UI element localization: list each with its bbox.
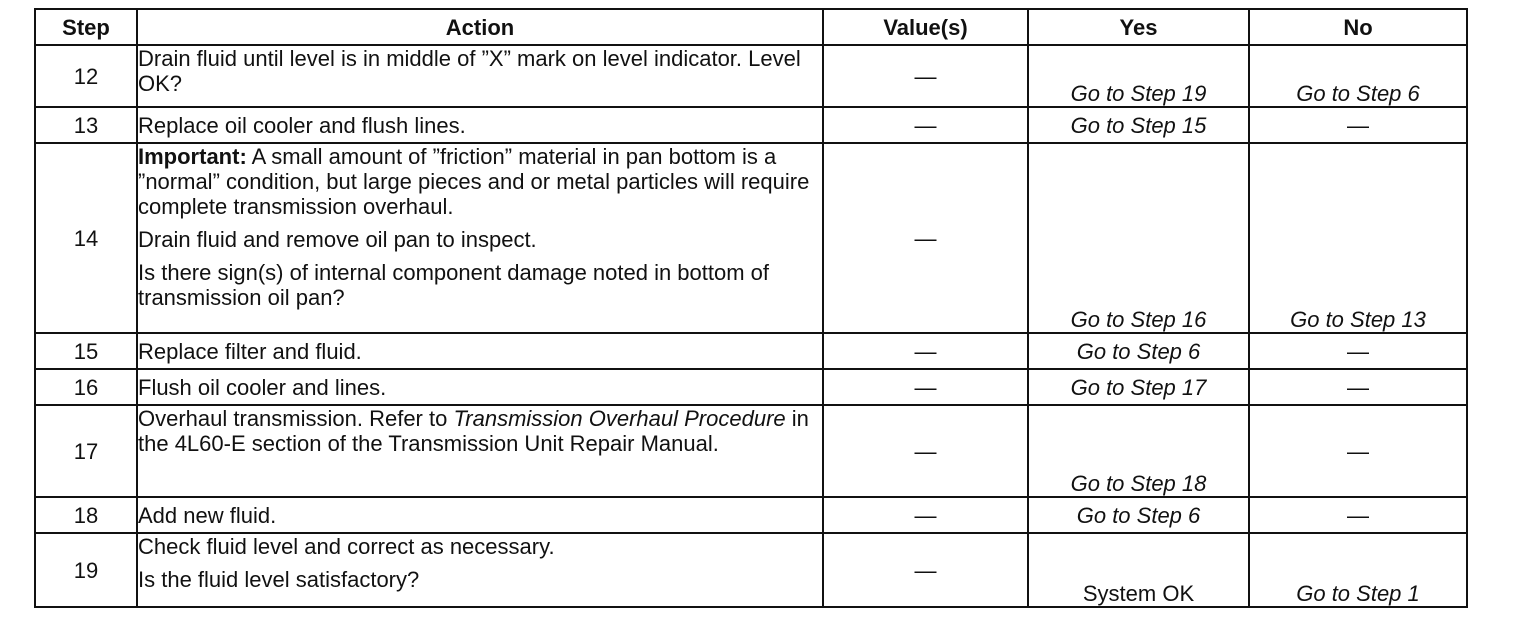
table-row — [35, 405, 1467, 497]
step-number: 15 — [35, 333, 137, 369]
no-step-link: Go to Step 13 — [1249, 143, 1467, 333]
table-row — [35, 369, 1467, 405]
header-values: Value(s) — [823, 9, 1028, 45]
yes-step-link: Go to Step 18 — [1028, 405, 1249, 497]
header-action: Action — [137, 9, 823, 45]
action-question: Is there sign(s) of internal component damage noted in bottom of transmission oil pan? — [138, 260, 770, 310]
value-cell: — — [823, 497, 1028, 533]
important-text: A small amount of ”friction” material in pan bottom is a ”normal” condition, but large pieces and or metal particles will require complete transmission overhaul. — [138, 144, 810, 219]
header-step: Step — [35, 9, 137, 45]
value-cell: — — [823, 405, 1028, 497]
value-cell: — — [823, 369, 1028, 405]
yes-step-link: Go to Step 6 — [1028, 497, 1249, 533]
important-note — [138, 144, 822, 219]
value-cell: — — [823, 143, 1028, 333]
table-row — [35, 45, 1467, 107]
action-instruction: Drain fluid and remove oil pan to inspect. — [138, 227, 537, 252]
yes-step-link: Go to Step 19 — [1028, 45, 1249, 107]
header-yes: Yes — [1028, 9, 1249, 45]
action-question: Is the fluid level satisfactory? — [138, 567, 420, 592]
header-row — [35, 9, 1467, 45]
yes-result: System OK — [1028, 533, 1249, 607]
no-cell: — — [1249, 369, 1467, 405]
step-number: 18 — [35, 497, 137, 533]
table-row — [35, 497, 1467, 533]
value-cell: — — [823, 45, 1028, 107]
step-number: 12 — [35, 45, 137, 107]
action-text: Replace oil cooler and flush lines. — [137, 107, 823, 143]
yes-step-link: Go to Step 17 — [1028, 369, 1249, 405]
action-text: Add new fluid. — [137, 497, 823, 533]
action-text-post: in the 4L60-E section of the Transmission Unit Repair Manual. — [138, 406, 809, 456]
yes-step-link: Go to Step 16 — [1028, 143, 1249, 333]
important-label: Important: — [138, 144, 247, 169]
action-text: Flush oil cooler and lines. — [137, 369, 823, 405]
value-cell: — — [823, 107, 1028, 143]
table-row — [35, 107, 1467, 143]
no-step-link: Go to Step 1 — [1249, 533, 1467, 607]
no-cell: — — [1249, 497, 1467, 533]
action-instruction: Check fluid level and correct as necessary. — [138, 534, 555, 559]
value-cell: — — [823, 533, 1028, 607]
action-text: Replace filter and fluid. — [137, 333, 823, 369]
manual-reference: Transmission Overhaul Procedure — [453, 406, 786, 431]
no-cell: — — [1249, 333, 1467, 369]
table-row — [35, 533, 1467, 607]
header-no: No — [1249, 9, 1467, 45]
yes-step-link: Go to Step 6 — [1028, 333, 1249, 369]
action-text — [137, 143, 823, 333]
yes-step-link: Go to Step 15 — [1028, 107, 1249, 143]
step-number: 17 — [35, 405, 137, 497]
value-cell: — — [823, 333, 1028, 369]
step-number: 13 — [35, 107, 137, 143]
action-text-pre: Overhaul transmission. Refer to — [138, 406, 454, 431]
action-text — [137, 405, 823, 497]
step-number: 14 — [35, 143, 137, 333]
step-number: 19 — [35, 533, 137, 607]
step-number: 16 — [35, 369, 137, 405]
no-cell: — — [1249, 107, 1467, 143]
no-step-link: Go to Step 6 — [1249, 45, 1467, 107]
diagnostic-table — [34, 8, 1468, 608]
no-cell: — — [1249, 405, 1467, 497]
action-text: Drain fluid until level is in middle of ”X” mark on level indicator. Level OK? — [137, 45, 823, 107]
table-row — [35, 333, 1467, 369]
action-text — [137, 533, 823, 607]
table-row — [35, 143, 1467, 333]
